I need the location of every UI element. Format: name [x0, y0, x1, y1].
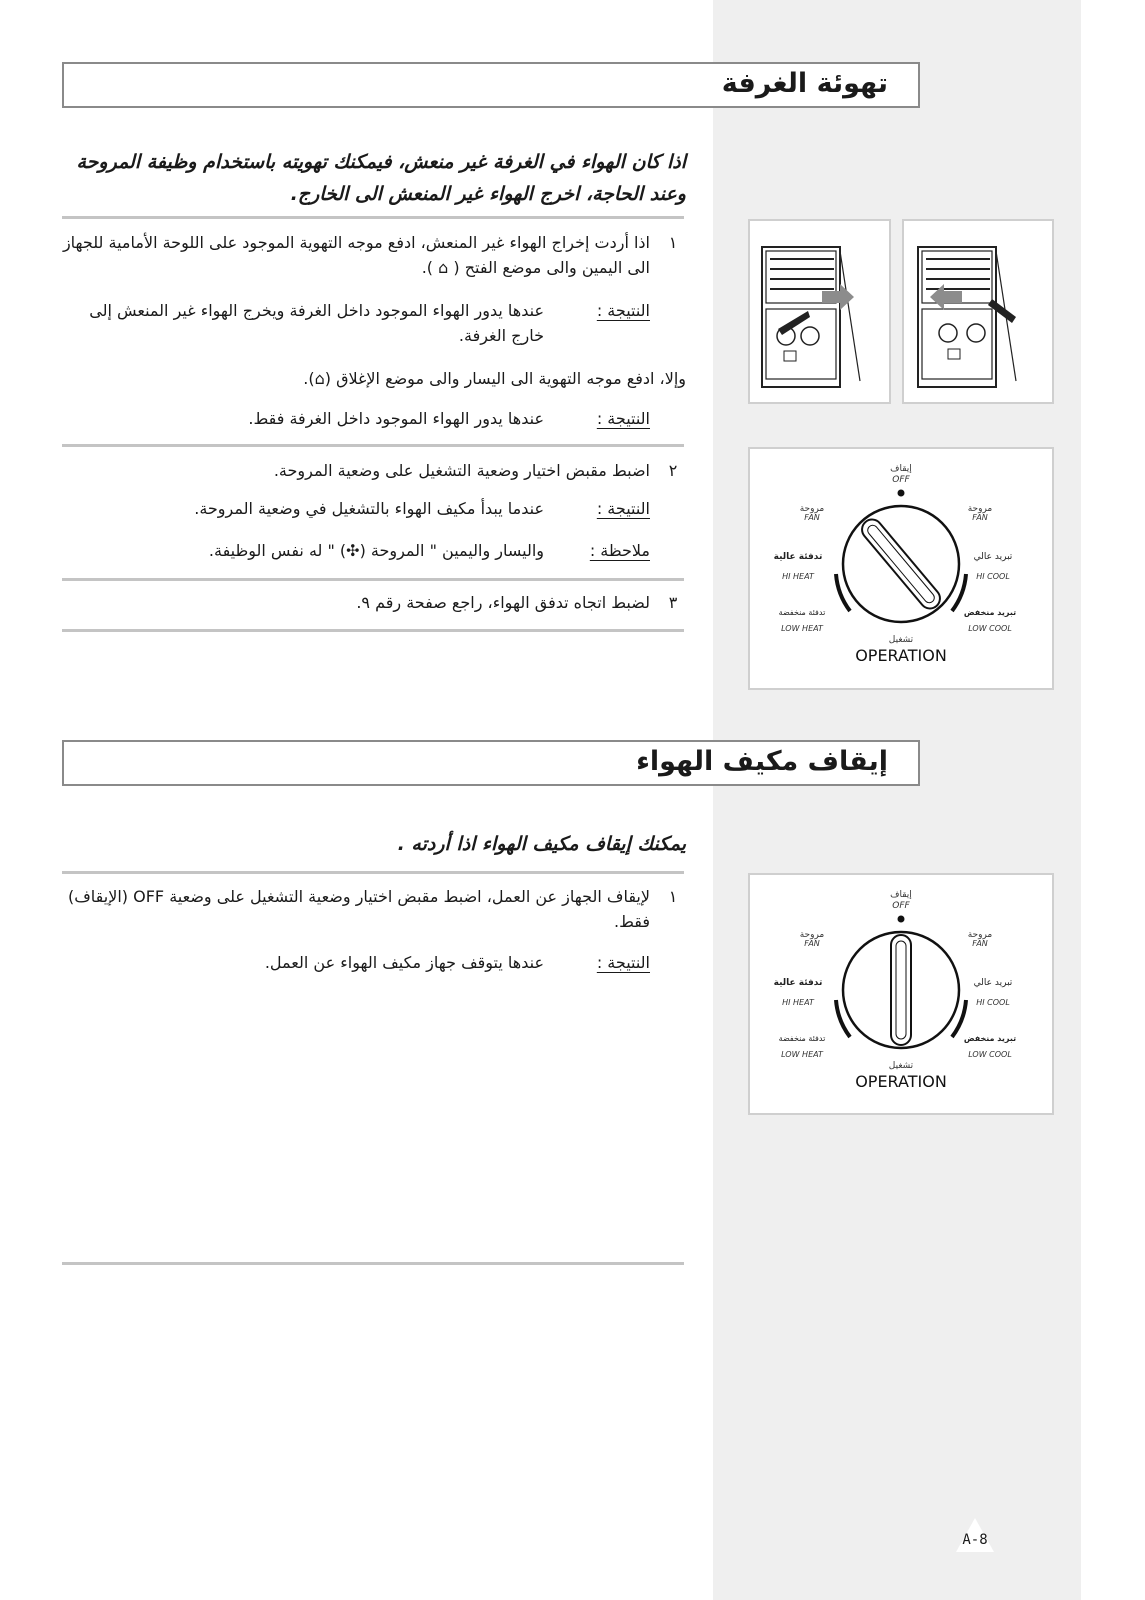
divider [62, 578, 684, 581]
hi-heat-label: HI HEAT [782, 998, 814, 1007]
hi-cool-label: HI COOL [976, 998, 1010, 1007]
divider [62, 444, 684, 447]
fan-label-ar: مروحة [799, 504, 825, 514]
vent-open-illustration [902, 219, 1054, 404]
result-label: النتيجة : [596, 301, 650, 320]
hi-heat-label-ar: تدفئة عالية [773, 552, 823, 562]
fan-label: FAN [804, 939, 820, 948]
result-line [62, 496, 686, 521]
result-label: النتيجة : [596, 409, 650, 428]
vent-closed-drawing [750, 221, 889, 402]
step-number: ٣ [668, 593, 678, 612]
result-text: عندها يدور الهواء الموجود داخل الغرفة فقط. [248, 409, 544, 428]
note-label: ملاحظة : [589, 541, 650, 560]
result-label: النتيجة : [596, 953, 650, 972]
off-label-ar: إيقاف [890, 890, 912, 900]
fan-label: FAN [972, 939, 988, 948]
off-label: OFF [892, 475, 910, 485]
result-text: عندما يبدأ مكيف الهواء بالتشغيل في وضعية المروحة. [194, 499, 544, 518]
fan-label: FAN [972, 513, 988, 522]
page-number: A-8 [962, 1532, 988, 1548]
section-intro: يمكنك إيقاف مكيف الهواء اذا أردته . [397, 833, 686, 855]
hi-cool-label-ar: تبريد عالي [973, 552, 1013, 562]
fan-label-ar: مروحة [799, 930, 825, 940]
dial-pointer [891, 935, 911, 1045]
note-line [62, 538, 686, 563]
low-cool-label: LOW COOL [968, 1050, 1012, 1059]
hi-heat-label: HI HEAT [782, 572, 814, 581]
section-title-box [62, 62, 920, 108]
step-3 [62, 590, 686, 615]
divider [62, 871, 684, 874]
low-heat-label-ar: تدفئة منخفضة [778, 608, 826, 617]
operation-dial-fan [748, 447, 1054, 690]
step-text: لضبط اتجاه تدفق الهواء، راجع صفحة رقم ٩. [356, 593, 650, 612]
result-label: النتيجة : [596, 499, 650, 518]
operation-label-ar: تشغيل [888, 635, 914, 645]
hi-heat-label-ar: تدفئة عالية [773, 978, 823, 988]
off-dot [898, 916, 905, 923]
hi-cool-label: HI COOL [976, 572, 1010, 581]
else-text: وإلا، ادفع موجه التهوية الى اليسار والى موضع الإغلاق (⌂). [303, 369, 686, 388]
dial-drawing [750, 449, 1052, 688]
section-intro: اذا كان الهواء في الغرفة غير منعش، فيمكنك تهويته باستخدام وظيفة المروحة وعند الحاجة، اخرج الهواء غير المنعش الى الخارج. [76, 151, 686, 205]
fan-label-ar: مروحة [967, 930, 993, 940]
vent-open-drawing [904, 221, 1052, 402]
step-1 [62, 884, 686, 934]
step-number: ٢ [668, 461, 678, 480]
step-text: اذا أردت إخراج الهواء غير المنعش، ادفع موجه التهوية الموجود على اللوحة الأمامية للجهاز الى اليمين والى موضع الفتح ( ⌂ ). [62, 233, 650, 277]
page-number-badge [940, 1516, 1010, 1556]
step-text: لإيقاف الجهاز عن العمل، اضبط مقبض اختيار وضعية التشغيل على وضعية OFF (الإيقاف) فقط. [67, 887, 650, 931]
step-1 [62, 230, 686, 280]
low-heat-label-ar: تدفئة منخفضة [778, 1034, 826, 1043]
low-cool-label-ar: تبريد منخفض [963, 1034, 1017, 1043]
off-label-ar: إيقاف [890, 464, 912, 474]
section-title: إيقاف مكيف الهواء [636, 746, 888, 777]
step-number: ١ [668, 233, 678, 252]
operation-label: OPERATION [855, 1072, 947, 1091]
operation-label: OPERATION [855, 646, 947, 665]
off-label: OFF [892, 901, 910, 911]
low-cool-label: LOW COOL [968, 624, 1012, 633]
result-text: عندها يتوقف جهاز مكيف الهواء عن العمل. [264, 953, 544, 972]
vent-closed-illustration [748, 219, 891, 404]
dial-drawing [750, 875, 1052, 1113]
result-line [62, 298, 686, 348]
step-2 [62, 458, 686, 483]
operation-label-ar: تشغيل [888, 1061, 914, 1071]
low-heat-label: LOW HEAT [781, 624, 823, 633]
result-text: عندها يدور الهواء الموجود داخل الغرفة ويخرج الهواء غير المنعش إلى خارج الغرفة. [89, 301, 544, 345]
section-title-box [62, 740, 920, 786]
divider [62, 629, 684, 632]
operation-dial-off [748, 873, 1054, 1115]
fan-label-ar: مروحة [967, 504, 993, 514]
step-number: ١ [668, 887, 678, 906]
note-text: واليسار واليمين " المروحة (✣) " له نفس الوظيفة. [208, 541, 544, 560]
section-title: تهوئة الغرفة [721, 68, 888, 99]
hi-cool-label-ar: تبريد عالي [973, 978, 1013, 988]
off-dot [898, 490, 905, 497]
fan-label: FAN [804, 513, 820, 522]
step-text: اضبط مقبض اختيار وضعية التشغيل على وضعية المروحة. [273, 461, 650, 480]
low-heat-label: LOW HEAT [781, 1050, 823, 1059]
result-line [62, 406, 686, 431]
result-line [62, 950, 686, 975]
low-cool-label-ar: تبريد منخفض [963, 608, 1017, 617]
divider [62, 1262, 684, 1265]
divider [62, 216, 684, 219]
